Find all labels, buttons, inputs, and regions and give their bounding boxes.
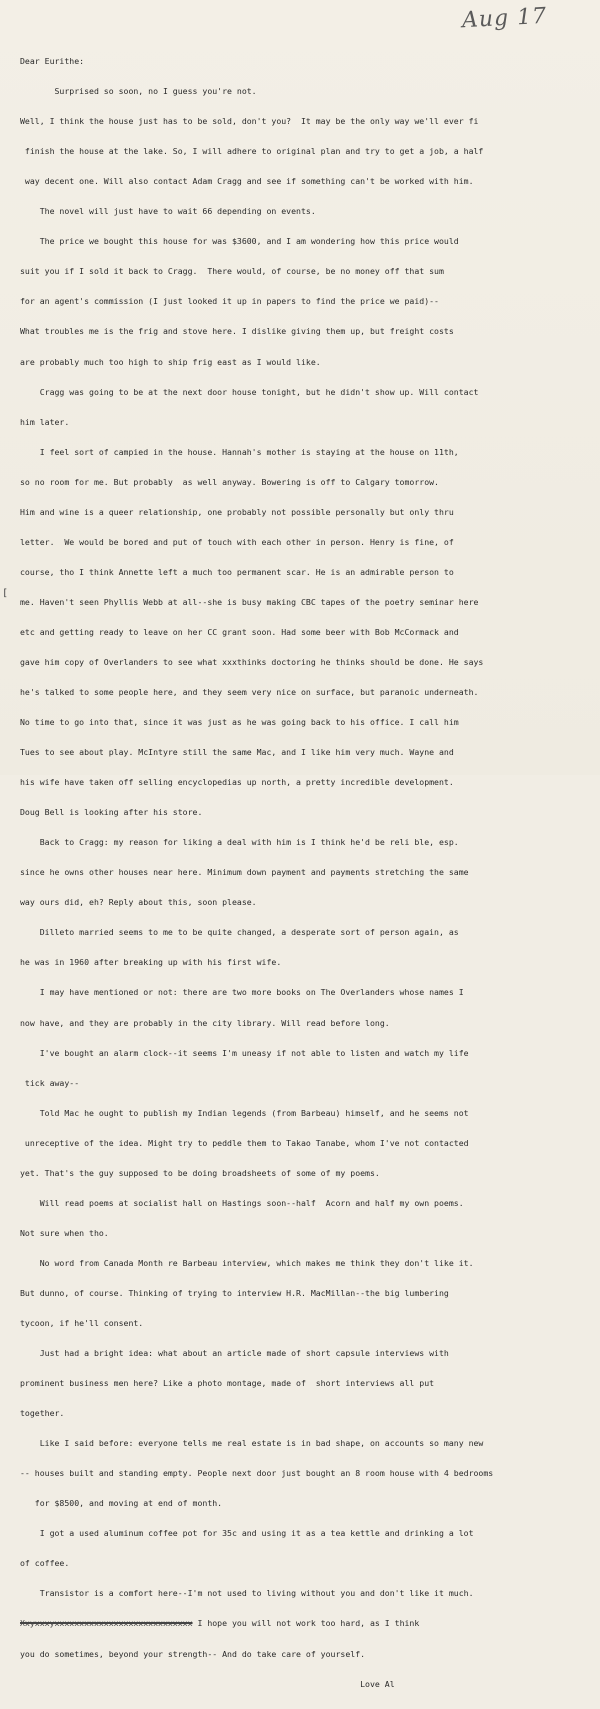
letter-line: for an agent's commission (I just looked it up in papers to find the price we paid)--	[20, 296, 439, 307]
letter-line: suit you if I sold it back to Cragg. There would, of course, be no money off that sum	[20, 266, 444, 277]
letter-line: Doug Bell is looking after his store.	[20, 807, 203, 818]
letter-line: No word from Canada Month re Barbeau interview, which makes me think they don't like it.	[20, 1257, 474, 1268]
letter-line: No time to go into that, since it was just as he was going back to his office. I call him	[20, 717, 459, 728]
letter-line: Transistor is a comfort here--I'm not used to living without you and don't like it much.	[20, 1588, 474, 1599]
letter-line: unreceptive of the idea. Might try to peddle them to Takao Tanabe, whom I've not contacted	[20, 1137, 469, 1148]
letter-line: finish the house at the lake. So, I will adhere to original plan and try to get a job, a half	[20, 146, 484, 157]
letter-line: letter. We would be bored and put of touch with each other in person. Henry is fine, of	[20, 536, 454, 547]
letter-line: I may have mentioned or not: there are two more books on The Overlanders whose names I	[20, 987, 464, 998]
letter-line: Him and wine is a queer relationship, one probably not possible personally but only thru	[20, 506, 454, 517]
letter-line: Back to Cragg: my reason for liking a deal with him is I think he'd be reli ble, esp.	[20, 837, 459, 848]
letter-line: course, tho I think Annette left a much too permanent scar. He is an admirable person to	[20, 566, 454, 577]
letter-line: tick away--	[20, 1077, 80, 1088]
letter-line: Dilleto married seems to me to be quite changed, a desperate sort of person again, as	[20, 927, 459, 938]
letter-line: his wife have taken off selling encyclopedias up north, a pretty incredible development.	[20, 777, 454, 788]
letter-line: he's talked to some people here, and they seem very nice on surface, but paranoic underneath.	[20, 687, 479, 698]
handwritten-date: Aug 17	[461, 3, 548, 34]
letter-line: Surprised so soon, no I guess you're not.	[20, 86, 257, 97]
letter-line: -- houses built and standing empty. People next door just bought an 8 room house with 4 bedrooms	[20, 1468, 494, 1479]
letter-line: Well, I think the house just has to be sold, don't you? It may be the only way we'll ever fi	[20, 116, 479, 127]
letter-line: I feel sort of campied in the house. Hannah's mother is staying at the house on 11th,	[20, 446, 459, 457]
letter-line: Tues to see about play. McIntyre still the same Mac, and I like him very much. Wayne and	[20, 747, 454, 758]
letter-line: Cragg was going to be at the next door house tonight, but he didn't show up. Will contact	[20, 386, 479, 397]
letter-line: gave him copy of Overlanders to see what xxxthinks doctoring he thinks should be done. He says	[20, 656, 484, 667]
letter-line: prominent business men here? Like a photo montage, made of short interviews all put	[20, 1378, 435, 1389]
letter-line: The novel will just have to wait 66 depending on events.	[20, 206, 316, 217]
letter-line: him later.	[20, 416, 70, 427]
letter-line: tycoon, if he'll consent.	[20, 1318, 144, 1328]
letter-line: The price we bought this house for was $3600, and I am wondering how this price would	[20, 236, 459, 247]
letter-line: you do sometimes, beyond your strength-- And do take care of yourself.	[20, 1648, 366, 1659]
letter-line: Not sure when tho.	[20, 1227, 109, 1238]
signature: Love Al	[20, 1678, 395, 1689]
letter-line: I got a used aluminum coffee pot for 35c and using it as a tea kettle and drinking a lot	[20, 1528, 474, 1539]
letter-line: Told Mac he ought to publish my Indian legends (from Barbeau) himself, and he seems not	[20, 1107, 469, 1118]
letter-line: Will read poems at socialist hall on Hastings soon--half Acorn and half my own poems.	[20, 1197, 464, 1208]
letter-line: since he owns other houses near here. Minimum down payment and payments stretching the same	[20, 867, 469, 878]
letter-line-text: I hope you will not work too hard, as I think	[197, 1618, 420, 1629]
letter-line: now have, and they are probably in the city library. Will read before long.	[20, 1017, 390, 1028]
letter-line: etc and getting ready to leave on her CC grant soon. Had some beer with Bob McCormack and	[20, 626, 459, 637]
letter-line: Just had a bright idea: what about an article made of short capsule interviews with	[20, 1348, 449, 1359]
letter-line: for $8500, and moving at end of month.	[20, 1498, 223, 1509]
letter-line: What troubles me is the frig and stove here. I dislike giving them up, but freight costs	[20, 326, 454, 337]
letter-line: so no room for me. But probably as well anyway. Bowering is off to Calgary tomorrow.	[20, 476, 439, 487]
letter-line: he was in 1960 after breaking up with his first wife.	[20, 957, 282, 968]
letter-line: me. Haven't seen Phyllis Webb at all--she is busy making CBC tapes of the poetry seminar here	[20, 596, 479, 607]
letter-line: way decent one. Will also contact Adam Cragg and see if something can't be worked with him.	[20, 176, 474, 187]
letter-line: Like I said before: everyone tells me real estate is in bad shape, on accounts so many new	[20, 1438, 484, 1449]
struck-out-text: Xxyxxxyxxxxxxxxxxxxxxxxxxxxxxxxxxxx	[20, 1618, 193, 1629]
letter-line: are probably much too high to ship frig east as I would like.	[20, 356, 321, 367]
letter-line: together.	[20, 1408, 65, 1419]
letter-line-with-strikeout	[20, 1618, 592, 1628]
letter-line: way ours did, eh? Reply about this, soon please.	[20, 897, 257, 908]
salutation: Dear Eurithe:	[20, 56, 85, 67]
letter-body	[20, 36, 592, 1709]
letter-line: of coffee.	[20, 1558, 70, 1569]
margin-bracket-mark: [	[2, 588, 9, 599]
letter-line: I've bought an alarm clock--it seems I'm uneasy if not able to listen and watch my life	[20, 1047, 469, 1058]
letter-line: But dunno, of course. Thinking of trying to interview H.R. MacMillan--the big lumbering	[20, 1287, 449, 1298]
letter-line: yet. That's the guy supposed to be doing broadsheets of some of my poems.	[20, 1167, 380, 1178]
